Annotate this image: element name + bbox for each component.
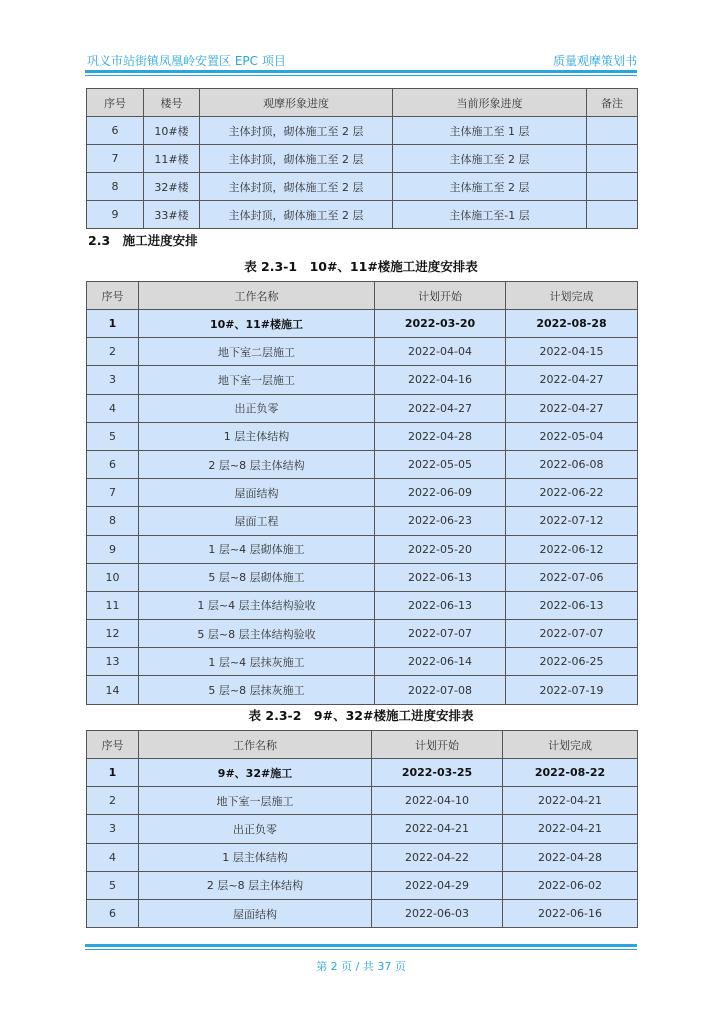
table-row — [87, 117, 638, 145]
cell: 2022-03-20 — [375, 310, 506, 338]
cell: 1 层~4 层砌体施工 — [139, 535, 375, 563]
table-row — [87, 479, 638, 507]
table-row — [87, 815, 638, 843]
cell: 7 — [87, 479, 139, 507]
cell: 2022-04-27 — [506, 366, 638, 394]
cell: 1 — [87, 759, 139, 787]
schedule-table-2 — [86, 730, 638, 928]
cell: 主体施工至 2 层 — [393, 173, 587, 201]
cell: 2022-04-21 — [372, 815, 503, 843]
column-header: 序号 — [87, 282, 139, 310]
cell: 1 层主体结构 — [139, 422, 375, 450]
cell: 2022-06-16 — [503, 899, 638, 927]
cell: 2022-04-04 — [375, 338, 506, 366]
footer-rule-thin — [85, 949, 637, 950]
cell: 主体封顶，砌体施工至 2 层 — [200, 201, 393, 229]
cell: 屋面结构 — [139, 899, 372, 927]
table-row — [87, 591, 638, 619]
header-doc-title: 质量观摩策划书 — [552, 54, 637, 68]
table-row — [87, 899, 638, 927]
header-rule-thin — [85, 75, 637, 76]
cell: 2022-04-21 — [503, 815, 638, 843]
cell: 2022-06-03 — [372, 899, 503, 927]
cell: 32#楼 — [144, 173, 200, 201]
column-header: 工作名称 — [139, 282, 375, 310]
cell: 6 — [87, 899, 139, 927]
cell: 主体施工至 2 层 — [393, 145, 587, 173]
cell: 2022-05-04 — [506, 422, 638, 450]
cell: 14 — [87, 676, 139, 704]
table-caption: 表 2.3-2 9#、32#楼施工进度安排表 — [248, 708, 474, 723]
table-row — [87, 450, 638, 478]
cell: 3 — [87, 815, 139, 843]
cell: 主体施工至 1 层 — [393, 117, 587, 145]
table-row — [87, 201, 638, 229]
cell: 地下室一层施工 — [139, 787, 372, 815]
cell: 2 层~8 层主体结构 — [139, 871, 372, 899]
cell: 5 层~8 层主体结构验收 — [139, 620, 375, 648]
cell: 2022-06-09 — [375, 479, 506, 507]
cell: 2022-07-07 — [506, 620, 638, 648]
cell: 2 — [87, 787, 139, 815]
cell: 主体封顶，砌体施工至 2 层 — [200, 173, 393, 201]
table-row — [87, 394, 638, 422]
cell: 7 — [87, 145, 144, 173]
table-caption: 表 2.3-1 10#、11#楼施工进度安排表 — [244, 259, 478, 274]
cell: 2022-07-06 — [506, 563, 638, 591]
cell — [587, 145, 638, 173]
cell: 2022-07-12 — [506, 507, 638, 535]
table-row — [87, 648, 638, 676]
column-header: 当前形象进度 — [393, 89, 587, 117]
table-row — [87, 366, 638, 394]
cell: 9#、32#施工 — [139, 759, 372, 787]
cell: 屋面工程 — [139, 507, 375, 535]
cell: 2022-06-25 — [506, 648, 638, 676]
cell: 6 — [87, 450, 139, 478]
cell: 9 — [87, 535, 139, 563]
cell: 2022-06-13 — [506, 591, 638, 619]
column-header: 观摩形象进度 — [200, 89, 393, 117]
cell: 5 层~8 层抹灰施工 — [139, 676, 375, 704]
column-header: 计划开始 — [372, 731, 503, 759]
cell: 11 — [87, 591, 139, 619]
cell: 8 — [87, 507, 139, 535]
cell: 主体施工至-1 层 — [393, 201, 587, 229]
cell: 2022-04-16 — [375, 366, 506, 394]
cell: 主体封顶，砌体施工至 2 层 — [200, 145, 393, 173]
cell — [587, 117, 638, 145]
page-header — [85, 50, 637, 70]
cell: 地下室一层施工 — [139, 366, 375, 394]
cell: 主体封顶，砌体施工至 2 层 — [200, 117, 393, 145]
table-row-summary — [87, 310, 638, 338]
cell: 2022-03-25 — [372, 759, 503, 787]
cell: 出正负零 — [139, 815, 372, 843]
table-row — [87, 145, 638, 173]
cell: 2 层~8 层主体结构 — [139, 450, 375, 478]
column-header: 计划开始 — [375, 282, 506, 310]
cell: 1 层~4 层主体结构验收 — [139, 591, 375, 619]
table-row — [87, 843, 638, 871]
section-heading: 2.3 施工进度安排 — [88, 233, 198, 248]
cell: 10#楼 — [144, 117, 200, 145]
cell: 2022-07-19 — [506, 676, 638, 704]
cell: 2 — [87, 338, 139, 366]
cell: 2022-06-14 — [375, 648, 506, 676]
cell: 10#、11#楼施工 — [139, 310, 375, 338]
page-number: 第 2 页 / 共 37 页 — [316, 960, 406, 973]
cell: 6 — [87, 117, 144, 145]
table-row — [87, 620, 638, 648]
cell: 2022-06-08 — [506, 450, 638, 478]
cell: 3 — [87, 366, 139, 394]
column-header: 楼号 — [144, 89, 200, 117]
cell: 5 — [87, 871, 139, 899]
cell: 2022-08-22 — [503, 759, 638, 787]
cell: 5 — [87, 422, 139, 450]
cell: 2022-06-02 — [503, 871, 638, 899]
column-header: 备注 — [587, 89, 638, 117]
cell: 2022-04-22 — [372, 843, 503, 871]
header-rule — [85, 70, 637, 73]
cell: 2022-04-15 — [506, 338, 638, 366]
cell: 2022-07-08 — [375, 676, 506, 704]
cell: 2022-05-20 — [375, 535, 506, 563]
cell: 11#楼 — [144, 145, 200, 173]
table-row — [87, 507, 638, 535]
table-row-summary — [87, 759, 638, 787]
footer-rule — [85, 944, 637, 947]
cell: 出正负零 — [139, 394, 375, 422]
cell: 10 — [87, 563, 139, 591]
cell: 屋面结构 — [139, 479, 375, 507]
cell: 2022-04-27 — [506, 394, 638, 422]
cell: 5 层~8 层砌体施工 — [139, 563, 375, 591]
cell: 2022-04-27 — [375, 394, 506, 422]
column-header: 序号 — [87, 731, 139, 759]
cell: 1 — [87, 310, 139, 338]
column-header: 计划完成 — [503, 731, 638, 759]
cell: 2022-06-13 — [375, 591, 506, 619]
cell: 12 — [87, 620, 139, 648]
cell: 2022-06-13 — [375, 563, 506, 591]
column-header: 计划完成 — [506, 282, 638, 310]
cell: 2022-08-28 — [506, 310, 638, 338]
cell: 2022-04-21 — [503, 787, 638, 815]
cell: 33#楼 — [144, 201, 200, 229]
cell — [587, 173, 638, 201]
cell: 1 层主体结构 — [139, 843, 372, 871]
table-row — [87, 787, 638, 815]
cell: 2022-04-29 — [372, 871, 503, 899]
cell: 4 — [87, 394, 139, 422]
cell: 2022-06-12 — [506, 535, 638, 563]
table-row — [87, 871, 638, 899]
cell: 1 层~4 层抹灰施工 — [139, 648, 375, 676]
cell: 2022-07-07 — [375, 620, 506, 648]
cell: 2022-06-23 — [375, 507, 506, 535]
table-row — [87, 676, 638, 704]
table-row — [87, 535, 638, 563]
table-row — [87, 563, 638, 591]
table-row — [87, 338, 638, 366]
cell: 9 — [87, 201, 144, 229]
cell: 2022-06-22 — [506, 479, 638, 507]
cell: 2022-05-05 — [375, 450, 506, 478]
cell: 2022-04-28 — [375, 422, 506, 450]
cell: 2022-04-28 — [503, 843, 638, 871]
cell: 地下室二层施工 — [139, 338, 375, 366]
cell: 2022-04-10 — [372, 787, 503, 815]
cell — [587, 201, 638, 229]
header-project-name: 巩义市站街镇凤凰岭安置区 EPC 项目 — [87, 54, 286, 68]
schedule-table-1 — [86, 281, 638, 705]
cell: 4 — [87, 843, 139, 871]
progress-table — [86, 88, 638, 229]
column-header: 序号 — [87, 89, 144, 117]
column-header: 工作名称 — [139, 731, 372, 759]
cell: 13 — [87, 648, 139, 676]
cell: 8 — [87, 173, 144, 201]
table-row — [87, 422, 638, 450]
table-row — [87, 173, 638, 201]
